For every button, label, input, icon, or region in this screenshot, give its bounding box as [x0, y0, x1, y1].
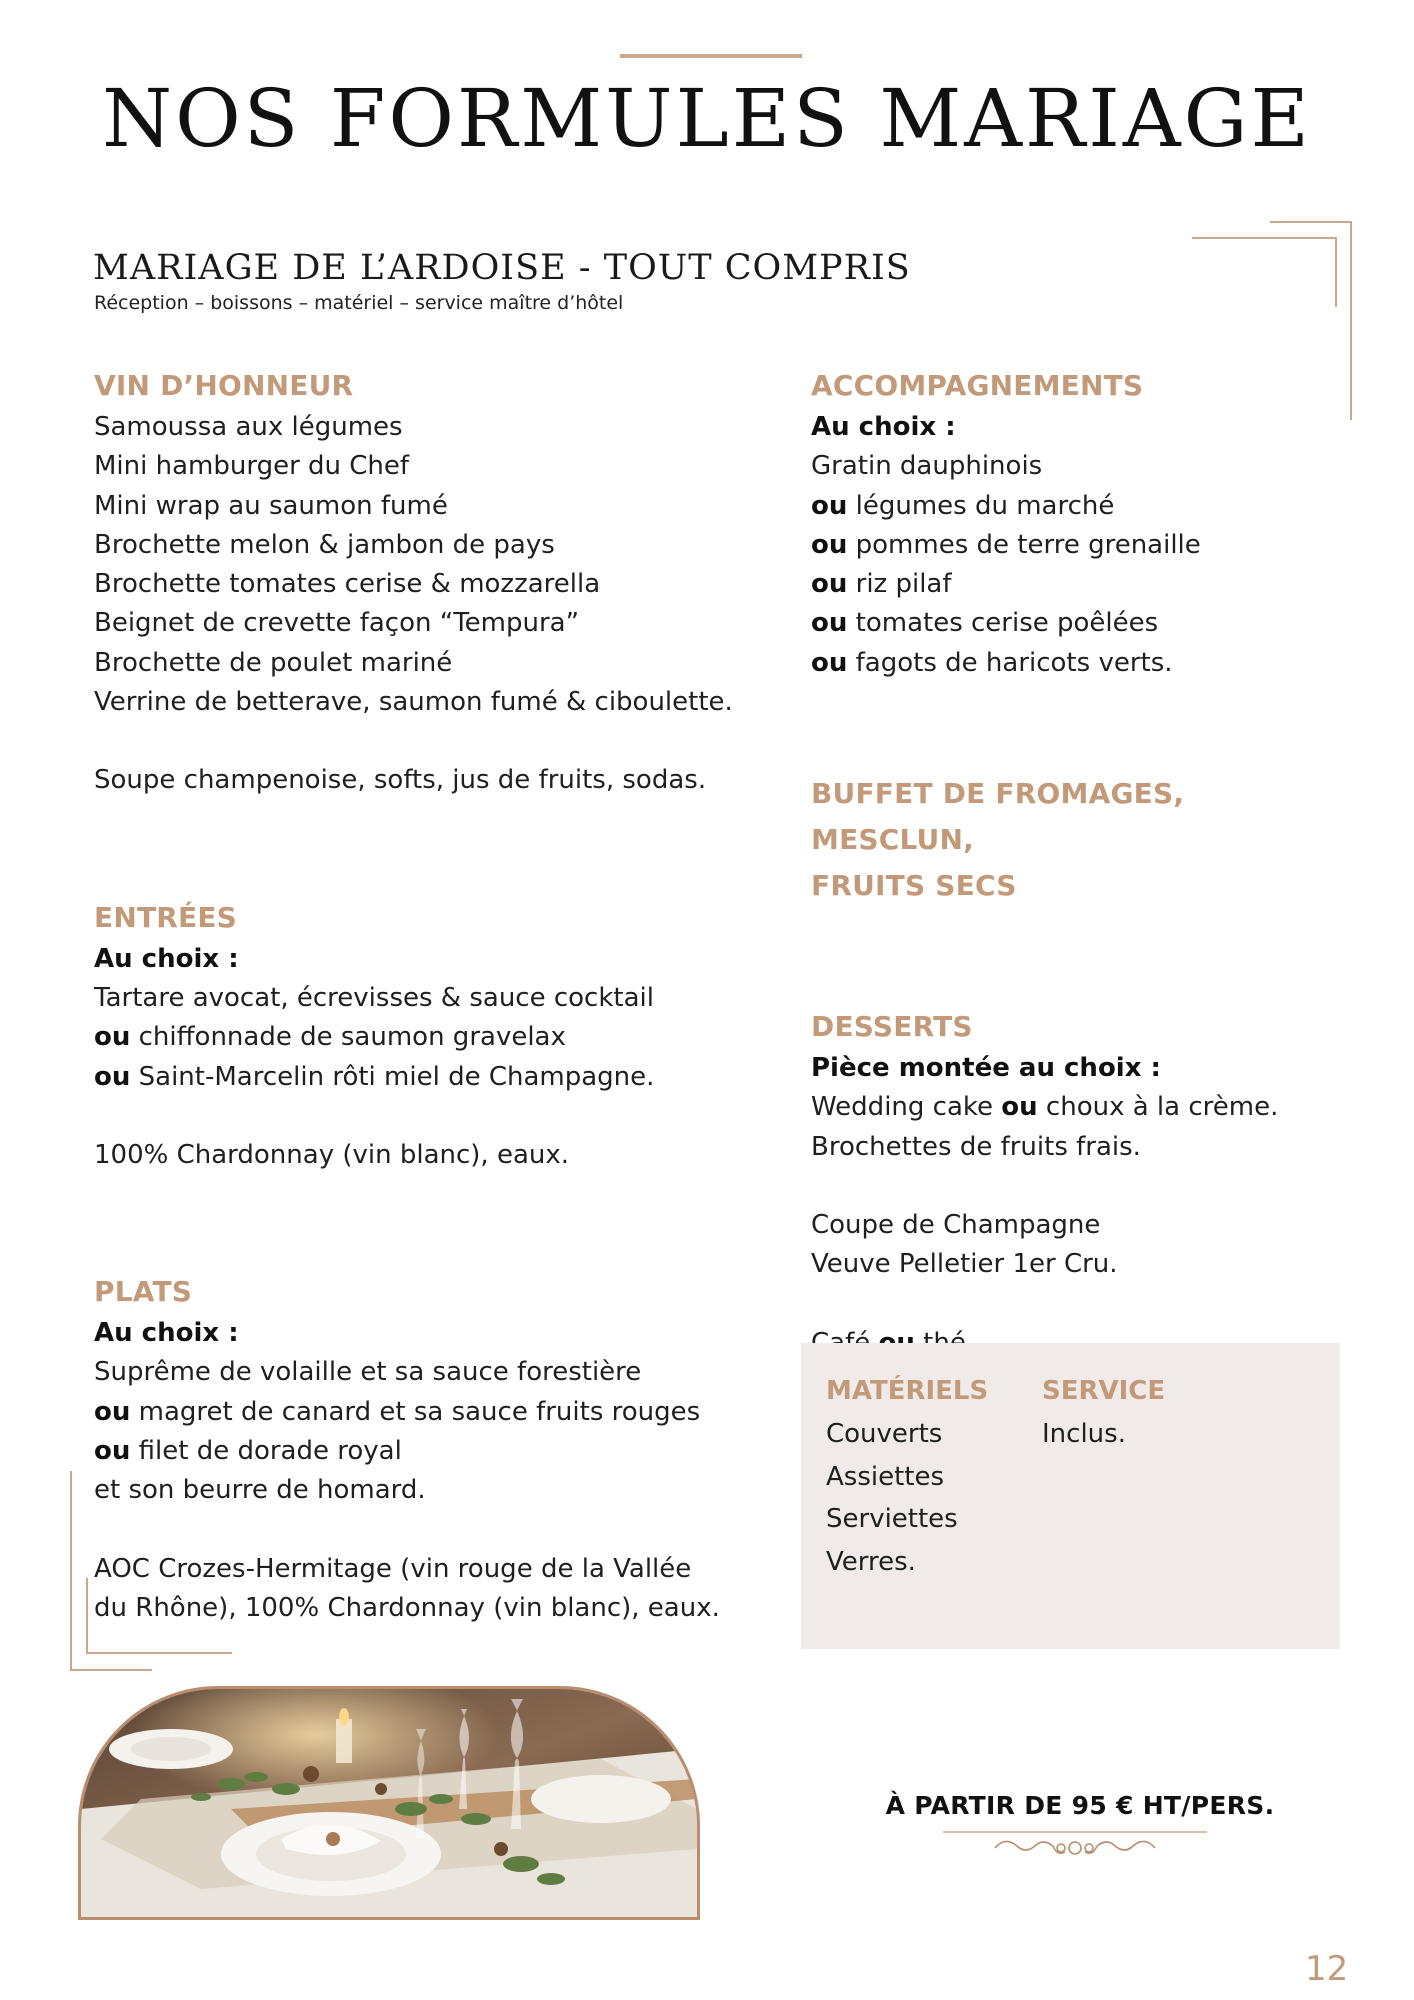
- accompagnements-option: [811, 526, 1351, 565]
- service-heading: SERVICE: [1042, 1376, 1166, 1406]
- option-text: chiffonnade de saumon gravelax: [138, 1022, 566, 1053]
- buffet-heading: FRUITS SECS: [811, 869, 1017, 903]
- menu-item: Verrine de betterave, saumon fumé & ciboulette.: [94, 687, 733, 718]
- desserts-option: [811, 1088, 1351, 1127]
- option-text: Wedding cake: [811, 1092, 994, 1123]
- vin-honneur-heading: VIN D’HONNEUR: [94, 369, 354, 402]
- or-word: ou: [811, 647, 848, 678]
- menu-item: Brochette tomates cerise & mozzarella: [94, 569, 601, 600]
- accompagnements-choice-label: Au choix :: [811, 412, 956, 442]
- left-column: [94, 364, 734, 1628]
- materiels-column: [826, 1369, 988, 1583]
- plats-drinks: AOC Crozes-Hermitage (vin rouge de la Vallée: [94, 1553, 692, 1584]
- materials-service-box: [801, 1343, 1340, 1649]
- plats-choice-label: Au choix :: [94, 1318, 239, 1349]
- frame-line-bottom-outer: [70, 1669, 152, 1671]
- plats-heading: PLATS: [94, 1275, 193, 1309]
- menu-item: Brochette melon & jambon de pays: [94, 529, 555, 560]
- menu-item: Beignet de crevette façon “Tempura”: [94, 608, 580, 639]
- desserts-heading: DESSERTS: [811, 1010, 973, 1044]
- materiel-item: Assiettes: [826, 1461, 945, 1492]
- option-text: magret de canard et sa sauce fruits rouges: [138, 1396, 701, 1427]
- frame-line-top-inner: [1192, 237, 1337, 239]
- accompagnements-option: [811, 565, 1351, 604]
- frame-line-left-inner: [86, 1578, 88, 1654]
- page-title: NOS FORMULES MARIAGE: [102, 72, 1312, 165]
- or-word: ou: [94, 1436, 131, 1467]
- or-word: ou: [811, 569, 848, 600]
- or-word: ou: [811, 529, 848, 560]
- materiel-item: Verres.: [826, 1546, 916, 1577]
- plats-drinks: du Rhône), 100% Chardonnay (vin blanc), eaux.: [94, 1592, 720, 1623]
- menu-item: Mini hamburger du Chef: [94, 451, 410, 482]
- plats-option: Suprême de volaille et sa sauce forestière: [94, 1357, 642, 1388]
- materiels-heading: MATÉRIELS: [826, 1376, 989, 1406]
- entrees-heading: ENTRÉES: [94, 900, 238, 934]
- menu-item: Brochette de poulet mariné: [94, 647, 453, 678]
- table-setting-illustration: [81, 1689, 697, 1917]
- frame-line-top-outer: [1270, 221, 1352, 223]
- entrees-option: Tartare avocat, écrevisses & sauce cocktail: [94, 982, 654, 1013]
- option-text: tomates cerise poêlées: [855, 608, 1159, 639]
- ornament-flourish-icon: [935, 1826, 1215, 1866]
- accompagnements-option: [811, 604, 1351, 643]
- ornament-svg: [935, 1826, 1215, 1866]
- or-word: ou: [94, 1061, 131, 1092]
- service-value: Inclus.: [1042, 1419, 1126, 1449]
- frame-line-left-outer: [70, 1471, 72, 1671]
- price-label: À PARTIR DE 95 € HT/PERS.: [885, 1791, 1275, 1820]
- option-text: légumes du marché: [855, 490, 1115, 521]
- frame-line-right-inner: [1335, 237, 1337, 307]
- option-text: choux à la crème.: [1045, 1092, 1279, 1123]
- plats-option: [94, 1393, 734, 1432]
- plats-option: [94, 1432, 734, 1471]
- formula-title: MARIAGE DE L’ARDOISE - TOUT COMPRIS: [93, 248, 911, 288]
- vin-honneur-drinks: Soupe champenoise, softs, jus de fruits, sodas.: [94, 765, 707, 796]
- accompagnements-option: [811, 487, 1351, 526]
- entrees-option: [94, 1058, 734, 1097]
- or-word: ou: [94, 1022, 131, 1053]
- champagne: Coupe de Champagne: [811, 1209, 1101, 1240]
- frame-line-bottom-inner: [86, 1652, 232, 1654]
- right-column: [811, 364, 1351, 1363]
- formula-caption: Réception – boissons – matériel – service maître d’hôtel: [94, 292, 624, 314]
- service-column: [1042, 1369, 1165, 1456]
- buffet-heading: BUFFET DE FROMAGES, MESCLUN,: [811, 777, 1185, 857]
- desserts-choice-label: Pièce montée au choix :: [811, 1053, 1161, 1084]
- option-text: fagots de haricots verts.: [855, 647, 1173, 678]
- menu-item: Mini wrap au saumon fumé: [94, 490, 448, 521]
- accompagnements-heading: ACCOMPAGNEMENTS: [811, 369, 1144, 402]
- or-word: ou: [811, 490, 848, 521]
- option-text: pommes de terre grenaille: [855, 529, 1201, 560]
- materiel-item: Serviettes: [826, 1504, 958, 1534]
- menu-item: Samoussa aux légumes: [94, 412, 403, 442]
- materiel-item: Couverts: [826, 1419, 943, 1449]
- table-setting-photo: [78, 1686, 700, 1920]
- or-word: ou: [1001, 1092, 1038, 1123]
- entrees-drinks: 100% Chardonnay (vin blanc), eaux.: [94, 1139, 570, 1170]
- entrees-option: [94, 1018, 734, 1057]
- accompagnements-option: [811, 644, 1351, 683]
- champagne: Veuve Pelletier 1er Cru.: [811, 1249, 1118, 1280]
- or-word: ou: [811, 608, 848, 639]
- desserts-fruit: Brochettes de fruits frais.: [811, 1131, 1141, 1162]
- option-text: Saint-Marcelin rôti miel de Champagne.: [138, 1061, 655, 1092]
- entrees-choice-label: Au choix :: [94, 943, 239, 974]
- accompagnements-option: Gratin dauphinois: [811, 451, 1043, 482]
- plats-option-continued: et son beurre de homard.: [94, 1475, 426, 1506]
- option-text: riz pilaf: [855, 569, 952, 600]
- or-word: ou: [94, 1396, 131, 1427]
- page-number: 12: [1305, 1949, 1349, 1989]
- title-rule: [620, 54, 802, 58]
- option-text: filet de dorade royal: [138, 1436, 402, 1467]
